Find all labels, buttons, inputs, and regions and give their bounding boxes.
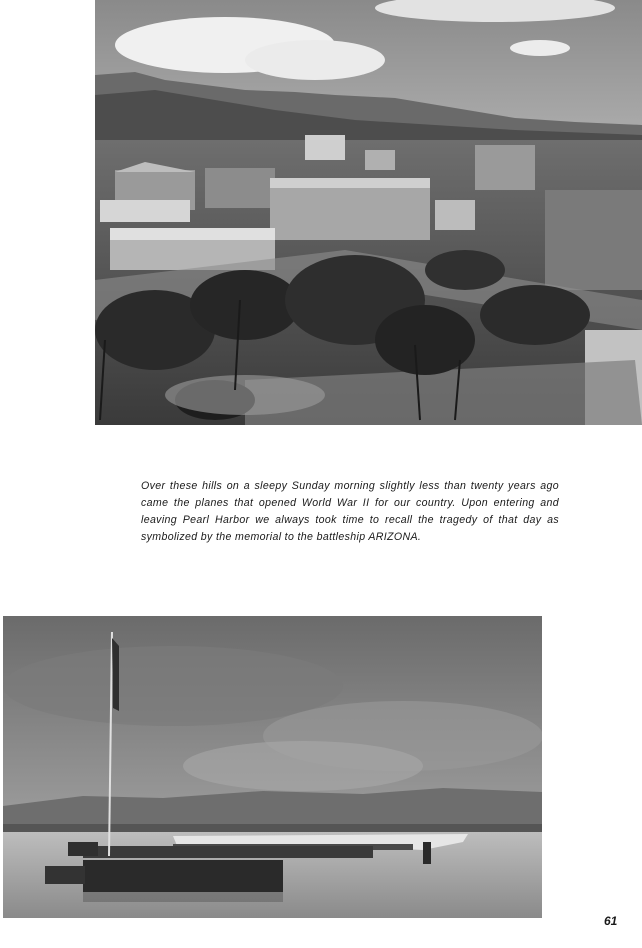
harbor-memorial-photo	[3, 616, 542, 918]
page-number: 61	[604, 914, 618, 928]
photo-caption: Over these hills on a sleepy Sunday morning slightly less than twenty years ago came the planes that opened World War II for our country. Upon entering and leaving Pearl Harbor we always took time to recall the tragedy of that day as symbolized by the memorial to the battleship ARIZONA.	[141, 480, 559, 543]
city-hills-photo	[95, 0, 642, 425]
